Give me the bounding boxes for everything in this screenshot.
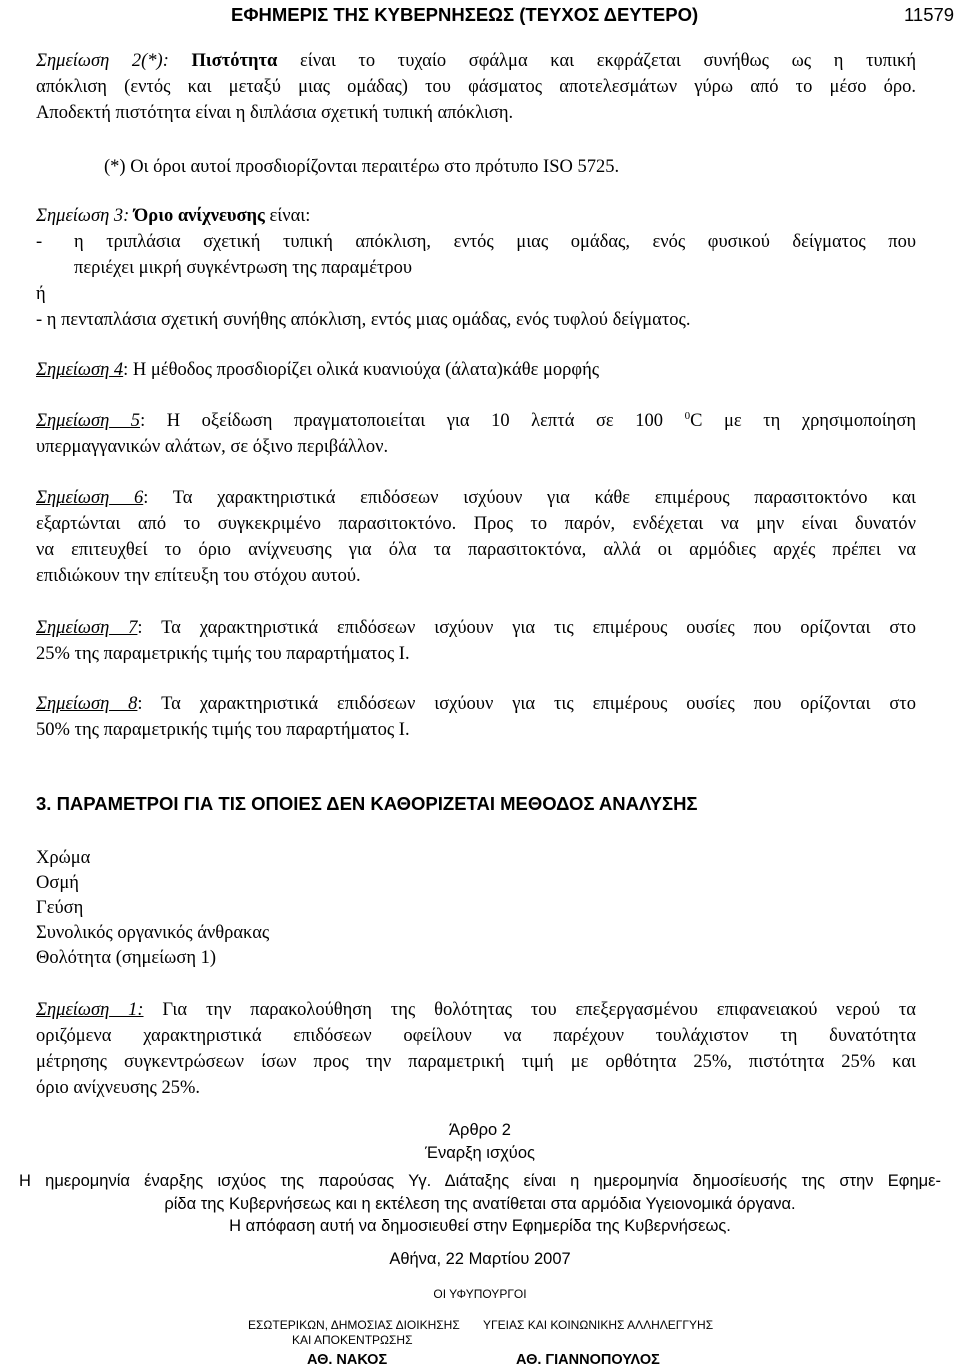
note6-line3: να επιτευχθεί το όριο ανίχνευσης για όλα τα παρασιτοκτόνα, αλλά οι αρμόδιες αρχές πρέπει να xyxy=(36,540,916,560)
left-ministry-line1: ΕΣΩΤΕΡΙΚΩΝ, ΔΗΜΟΣΙΑΣ ΔΙΟΙΚΗΣΗΣ xyxy=(248,1318,460,1332)
note8-line1 xyxy=(36,691,916,717)
note3-bullet-dash: - xyxy=(36,232,43,252)
note5-label: Σημείωση 5 xyxy=(36,411,141,431)
note6-line1 xyxy=(36,485,916,511)
note5-text-a: : Η οξείδωση πραγματοποιείται για 10 λεπτά σε 100 xyxy=(140,411,663,431)
note8-label: Σημείωση 8 xyxy=(36,694,138,714)
section3-note1-line1 xyxy=(36,997,916,1023)
note4-text: : Η μέθοδος προσδιορίζει ολικά κυανιούχα (άλατα)κάθε μορφής xyxy=(123,360,600,380)
note5-superscript: 0 xyxy=(684,409,691,422)
note7-text: : Τα χαρακτηριστικά επιδόσεων ισχύουν για τις επιμέρους ουσίες που ορίζονται στο xyxy=(137,618,916,638)
ministers-heading: ΟΙ ΥΦΥΠΟΥΡΓΟΙ xyxy=(433,1287,527,1301)
section3-item: Θολότητα (σημείωση 1) xyxy=(36,948,217,968)
note6-line4: επιδιώκουν την επίτευξη του στόχου αυτού. xyxy=(36,566,361,586)
note3-label: Σημείωση 3: xyxy=(36,206,130,226)
gazette-header-title: ΕΦΗΜΕΡΙΣ ΤΗΣ ΚΥΒΕΡΝΗΣΕΩΣ (ΤΕΥΧΟΣ ΔΕΥΤΕΡΟ) xyxy=(231,4,699,25)
note5-line1 xyxy=(36,408,916,434)
page-number: 11579 xyxy=(904,4,955,25)
note6-line2: εξαρτώνται από το συγκεκριμένο παρασιτοκτόνο. Προς το παρόν, ενδέχεται να μην είναι δυνατόν xyxy=(36,514,916,534)
right-signatory: ΑΘ. ΓΙΑΝΝΟΠΟΥΛΟΣ xyxy=(516,1352,660,1368)
note5-line2: υπερμαγγανικών αλάτων, σε όξινο περιβάλλον. xyxy=(36,437,389,457)
note2-label: Σημείωση 2(*): xyxy=(36,51,169,71)
note5-text-b: C με τη χρησιμοποίηση xyxy=(690,411,916,431)
section3-note1-label: Σημείωση 1: xyxy=(36,1000,144,1020)
note2-line3: Αποδεκτή πιστότητα είναι η διπλάσια σχετική τυπική απόκλιση. xyxy=(36,103,514,123)
note2-term: Πιστότητα xyxy=(191,51,278,71)
note7-line2: 25% της παραμετρικής τιμής του παραρτήματος Ι. xyxy=(36,644,410,664)
article2-line3: Η απόφαση αυτή να δημοσιευθεί στην Εφημερίδα της Κυβερνήσεως. xyxy=(229,1217,731,1235)
section3-item: Οσμή xyxy=(36,873,79,893)
note3-text: είναι: xyxy=(269,206,311,226)
note3-or: ή xyxy=(36,284,46,304)
section3-item: Συνολικός οργανικός άνθρακας xyxy=(36,923,270,943)
note4-label: Σημείωση 4 xyxy=(36,360,124,380)
right-ministry: ΥΓΕΙΑΣ ΚΑΙ ΚΟΙΝΩΝΙΚΗΣ ΑΛΛΗΛΕΓΓΥΗΣ xyxy=(483,1318,714,1332)
note3-bullet1-line1: η τριπλάσια σχετική τυπική απόκλιση, εντός μιας ομάδας, ενός φυσικού δείγματος που xyxy=(74,232,916,252)
note2-footnote: (*) Οι όροι αυτοί προσδιορίζονται περαιτέρω στο πρότυπο ISO 5725. xyxy=(104,157,620,177)
section3-heading: 3. ΠΑΡΑΜΕΤΡΟΙ ΓΙΑ ΤΙΣ ΟΠΟΙΕΣ ΔΕΝ ΚΑΘΟΡΙΖΕΤΑΙ ΜΕΘΟΔΟΣ ΑΝΑΛΥΣΗΣ xyxy=(36,793,698,814)
article2-subtitle: Έναρξη ισχύος xyxy=(425,1144,535,1162)
note7-line1 xyxy=(36,615,916,641)
note2-line1 xyxy=(36,48,916,74)
section3-item: Γεύση xyxy=(36,898,84,918)
note3-bullet2: - η πενταπλάσια σχετική συνήθης απόκλιση, εντός μιας ομάδας, ενός τυφλού δείγματος. xyxy=(36,310,691,330)
note2-text: είναι το τυχαίο σφάλμα και εκφράζεται συνήθως ως η τυπική xyxy=(300,51,916,71)
note6-text: : Τα χαρακτηριστικά επιδόσεων ισχύουν για κάθε επιμέρους παρασιτοκτόνο και xyxy=(143,488,916,508)
section3-note1-line3: μέτρησης συγκεντρώσεων ίσων προς την παραμετρική τιμή με ορθότητα 25%, πιστότητα 25% και xyxy=(36,1052,916,1072)
left-ministry-line2: ΚΑΙ ΑΠΟΚΕΝΤΡΩΣΗΣ xyxy=(292,1333,413,1347)
section3-item: Χρώμα xyxy=(36,848,91,868)
place-date: Αθήνα, 22 Μαρτίου 2007 xyxy=(389,1250,571,1268)
section3-note1-line4: όριο ανίχνευσης 25%. xyxy=(36,1078,201,1098)
article2-title: Άρθρο 2 xyxy=(449,1121,511,1139)
note8-text: : Τα χαρακτηριστικά επιδόσεων ισχύουν για τις επιμέρους ουσίες που ορίζονται στο xyxy=(137,694,916,714)
note6-label: Σημείωση 6 xyxy=(36,488,144,508)
article2-line2: ρίδα της Κυβερνήσεως και η εκτέλεση της ανατίθεται στα αρμόδια Υγειονομικά όργανα. xyxy=(164,1195,796,1213)
note3-heading xyxy=(36,203,310,229)
note3-bullet1-line2: περιέχει μικρή συγκέντρωση της παραμέτρου xyxy=(74,258,413,278)
note2-line2: απόκλιση (εντός και μεταξύ μιας ομάδας) του φάσματος αποτελεσμάτων γύρω από το μέσο όρο. xyxy=(36,77,916,97)
article2-line1: Η ημερομηνία έναρξης ισχύος της παρούσας Υγ. Διάταξης είναι η ημερομηνία δημοσίευσής της στην Εφημε- xyxy=(19,1172,941,1190)
left-signatory: ΑΘ. ΝΑΚΟΣ xyxy=(307,1352,388,1368)
section3-note1-line2: οριζόμενα χαρακτηριστικά επιδόσεων οφείλουν να παρέχουν τουλάχιστον τη δυνατότητα xyxy=(36,1026,916,1046)
section3-note1-text: Για την παρακολούθηση της θολότητας του επεξεργασμένου επιφανειακού νερού τα xyxy=(162,1000,916,1020)
note4 xyxy=(36,357,599,383)
note7-label: Σημείωση 7 xyxy=(36,618,138,638)
note8-line2: 50% της παραμετρικής τιμής του παραρτήματος Ι. xyxy=(36,720,410,740)
note3-term: Όριο ανίχνευσης xyxy=(133,206,265,226)
